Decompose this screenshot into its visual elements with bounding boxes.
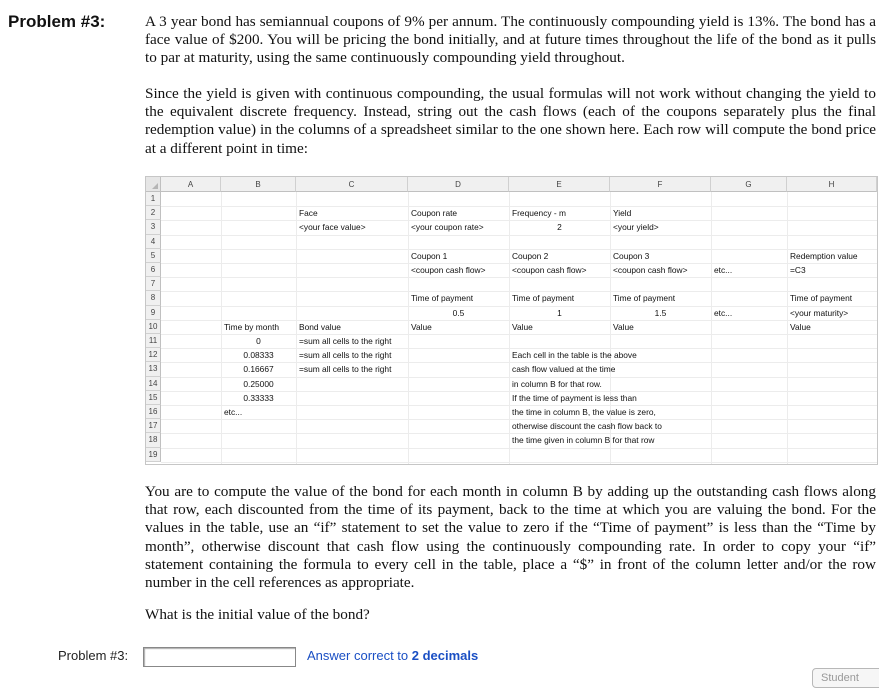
row-header-13: 13 — [146, 362, 161, 376]
problem-statement: A 3 year bond has semiannual coupons of 9% per annum. The continuously compounding yield is 13%. The bond has a face value of $200. You will be pricing the bond initially, and at future times throughout the life of the bond as it pulls to par at maturity, using the same continuously compounding yield throughout. — [145, 13, 876, 67]
cell-e6: <coupon cash flow> — [512, 265, 587, 275]
column-header-e: E — [509, 177, 610, 192]
answer-precision-bold: 2 decimals — [411, 648, 479, 663]
cell-h5: Redemption value — [790, 250, 858, 261]
column-header-c: C — [296, 177, 408, 192]
row-header-12: 12 — [146, 348, 161, 362]
cell-e3: 2 — [557, 222, 562, 233]
cell-d9: 0.5 — [452, 307, 465, 318]
cell-d10: Value — [411, 321, 432, 332]
row-header-11: 11 — [146, 334, 161, 348]
answer-row — [0, 640, 879, 670]
answer-label: Problem #3: — [58, 648, 129, 663]
cell-h6: =C3 — [790, 265, 806, 275]
cell-f8: Time of payment — [613, 293, 676, 304]
cell-e16: the time in column B, the value is zero, — [512, 407, 656, 417]
cell-g9: etc... — [714, 307, 733, 318]
cell-f10: Value — [613, 321, 634, 332]
answer-input[interactable] — [143, 647, 296, 667]
row-header-6: 6 — [146, 263, 161, 277]
instructions-paragraph: Since the yield is given with continuous compounding, the usual formulas will not work without changing the yield to the equivalent discrete frequency. Instead, string out the cash flows (each of the coupons separately plus the final redemption value) in the columns of a spreadsheet similar to the one shown here. Each row will compute the bond price at a different point in time: — [145, 85, 876, 157]
sheet-corner — [146, 177, 161, 192]
row-header-9: 9 — [146, 306, 161, 320]
cell-e2: Frequency - m — [512, 208, 566, 219]
row-header-5: 5 — [146, 249, 161, 263]
student-button[interactable]: Student — [812, 668, 879, 688]
cell-e18: the time given in column B for that row — [512, 435, 655, 446]
row-header-2: 2 — [146, 206, 161, 220]
cell-d5: Coupon 1 — [411, 250, 448, 261]
cell-f2: Yield — [613, 208, 632, 219]
cell-c10: Bond value — [299, 321, 341, 332]
cell-c12: =sum all cells to the right — [299, 350, 392, 361]
question-text: What is the initial value of the bond? — [145, 606, 370, 623]
row-header-1: 1 — [146, 192, 161, 206]
row-header-10: 10 — [146, 320, 161, 334]
cell-h10: Value — [790, 321, 811, 332]
cell-f9: 1.5 — [654, 307, 667, 318]
cell-e9: 1 — [557, 307, 562, 318]
cell-d8: Time of payment — [411, 293, 474, 304]
cell-b10: Time by month — [224, 321, 280, 332]
cell-b13: 0.16667 — [243, 364, 274, 375]
cell-e8: Time of payment — [512, 293, 575, 304]
cell-b14: 0.25000 — [243, 378, 274, 389]
cell-e13: cash flow valued at the time — [512, 364, 616, 375]
row-header-3: 3 — [146, 220, 161, 234]
cell-e10: Value — [512, 321, 533, 332]
column-header-a: A — [161, 177, 221, 192]
row-header-7: 7 — [146, 277, 161, 291]
spreadsheet-image — [145, 176, 878, 465]
column-header-d: D — [408, 177, 509, 192]
column-header-h: H — [787, 177, 877, 192]
cell-b12: 0.08333 — [243, 350, 274, 361]
cell-c13: =sum all cells to the right — [299, 364, 392, 375]
cell-d2: Coupon rate — [411, 208, 458, 219]
cell-e12: Each cell in the table is the above — [512, 350, 637, 361]
cell-f3: <your yield> — [613, 222, 659, 233]
cell-e15: If the time of payment is less than — [512, 392, 637, 403]
column-header-b: B — [221, 177, 296, 192]
cell-c3: <your face value> — [299, 222, 366, 233]
row-header-4: 4 — [146, 235, 161, 249]
cell-g6: etc... — [714, 265, 733, 275]
cell-h9: <your maturity> — [790, 307, 849, 318]
row-header-15: 15 — [146, 391, 161, 405]
cell-h8: Time of payment — [790, 293, 853, 304]
cell-e17: otherwise discount the cash flow back to — [512, 421, 662, 432]
row-header-17: 17 — [146, 419, 161, 433]
cell-e5: Coupon 2 — [512, 250, 549, 261]
row-header-14: 14 — [146, 377, 161, 391]
column-header-g: G — [711, 177, 787, 192]
cell-f5: Coupon 3 — [613, 250, 650, 261]
row-header-18: 18 — [146, 433, 161, 447]
cell-d6: <coupon cash flow> — [411, 265, 486, 275]
cell-b11: 0 — [256, 336, 261, 346]
problem-title: Problem #3: — [8, 12, 106, 31]
cell-c2: Face — [299, 208, 318, 219]
column-header-f: F — [610, 177, 711, 192]
answer-precision-hint: Answer correct to 2 decimals — [307, 648, 479, 663]
row-header-8: 8 — [146, 291, 161, 305]
cell-b15: 0.33333 — [243, 392, 274, 403]
cell-b16: etc... — [224, 407, 243, 417]
row-header-16: 16 — [146, 405, 161, 419]
cell-f6: <coupon cash flow> — [613, 265, 688, 275]
cell-c11: =sum all cells to the right — [299, 336, 392, 346]
row-header-19: 19 — [146, 448, 161, 462]
cell-d3: <your coupon rate> — [411, 222, 484, 233]
cell-e14: in column B for that row. — [512, 378, 602, 389]
method-paragraph: You are to compute the value of the bond for each month in column B by adding up the outstanding cash flows along that row, each discounted from the time of its payment, back to the time at which you are valuing the bond. For the values in the table, use an “if” statement to set the value to zero if the “Time of payment” is less than the “Time by month”, otherwise discount that cash flow using the continuously compounding rate. In order to copy your “if” statement containing the formula to every cell in the table, place a “$” in front of the column letter and/or the row number in the cell references as appropriate. — [145, 483, 876, 592]
